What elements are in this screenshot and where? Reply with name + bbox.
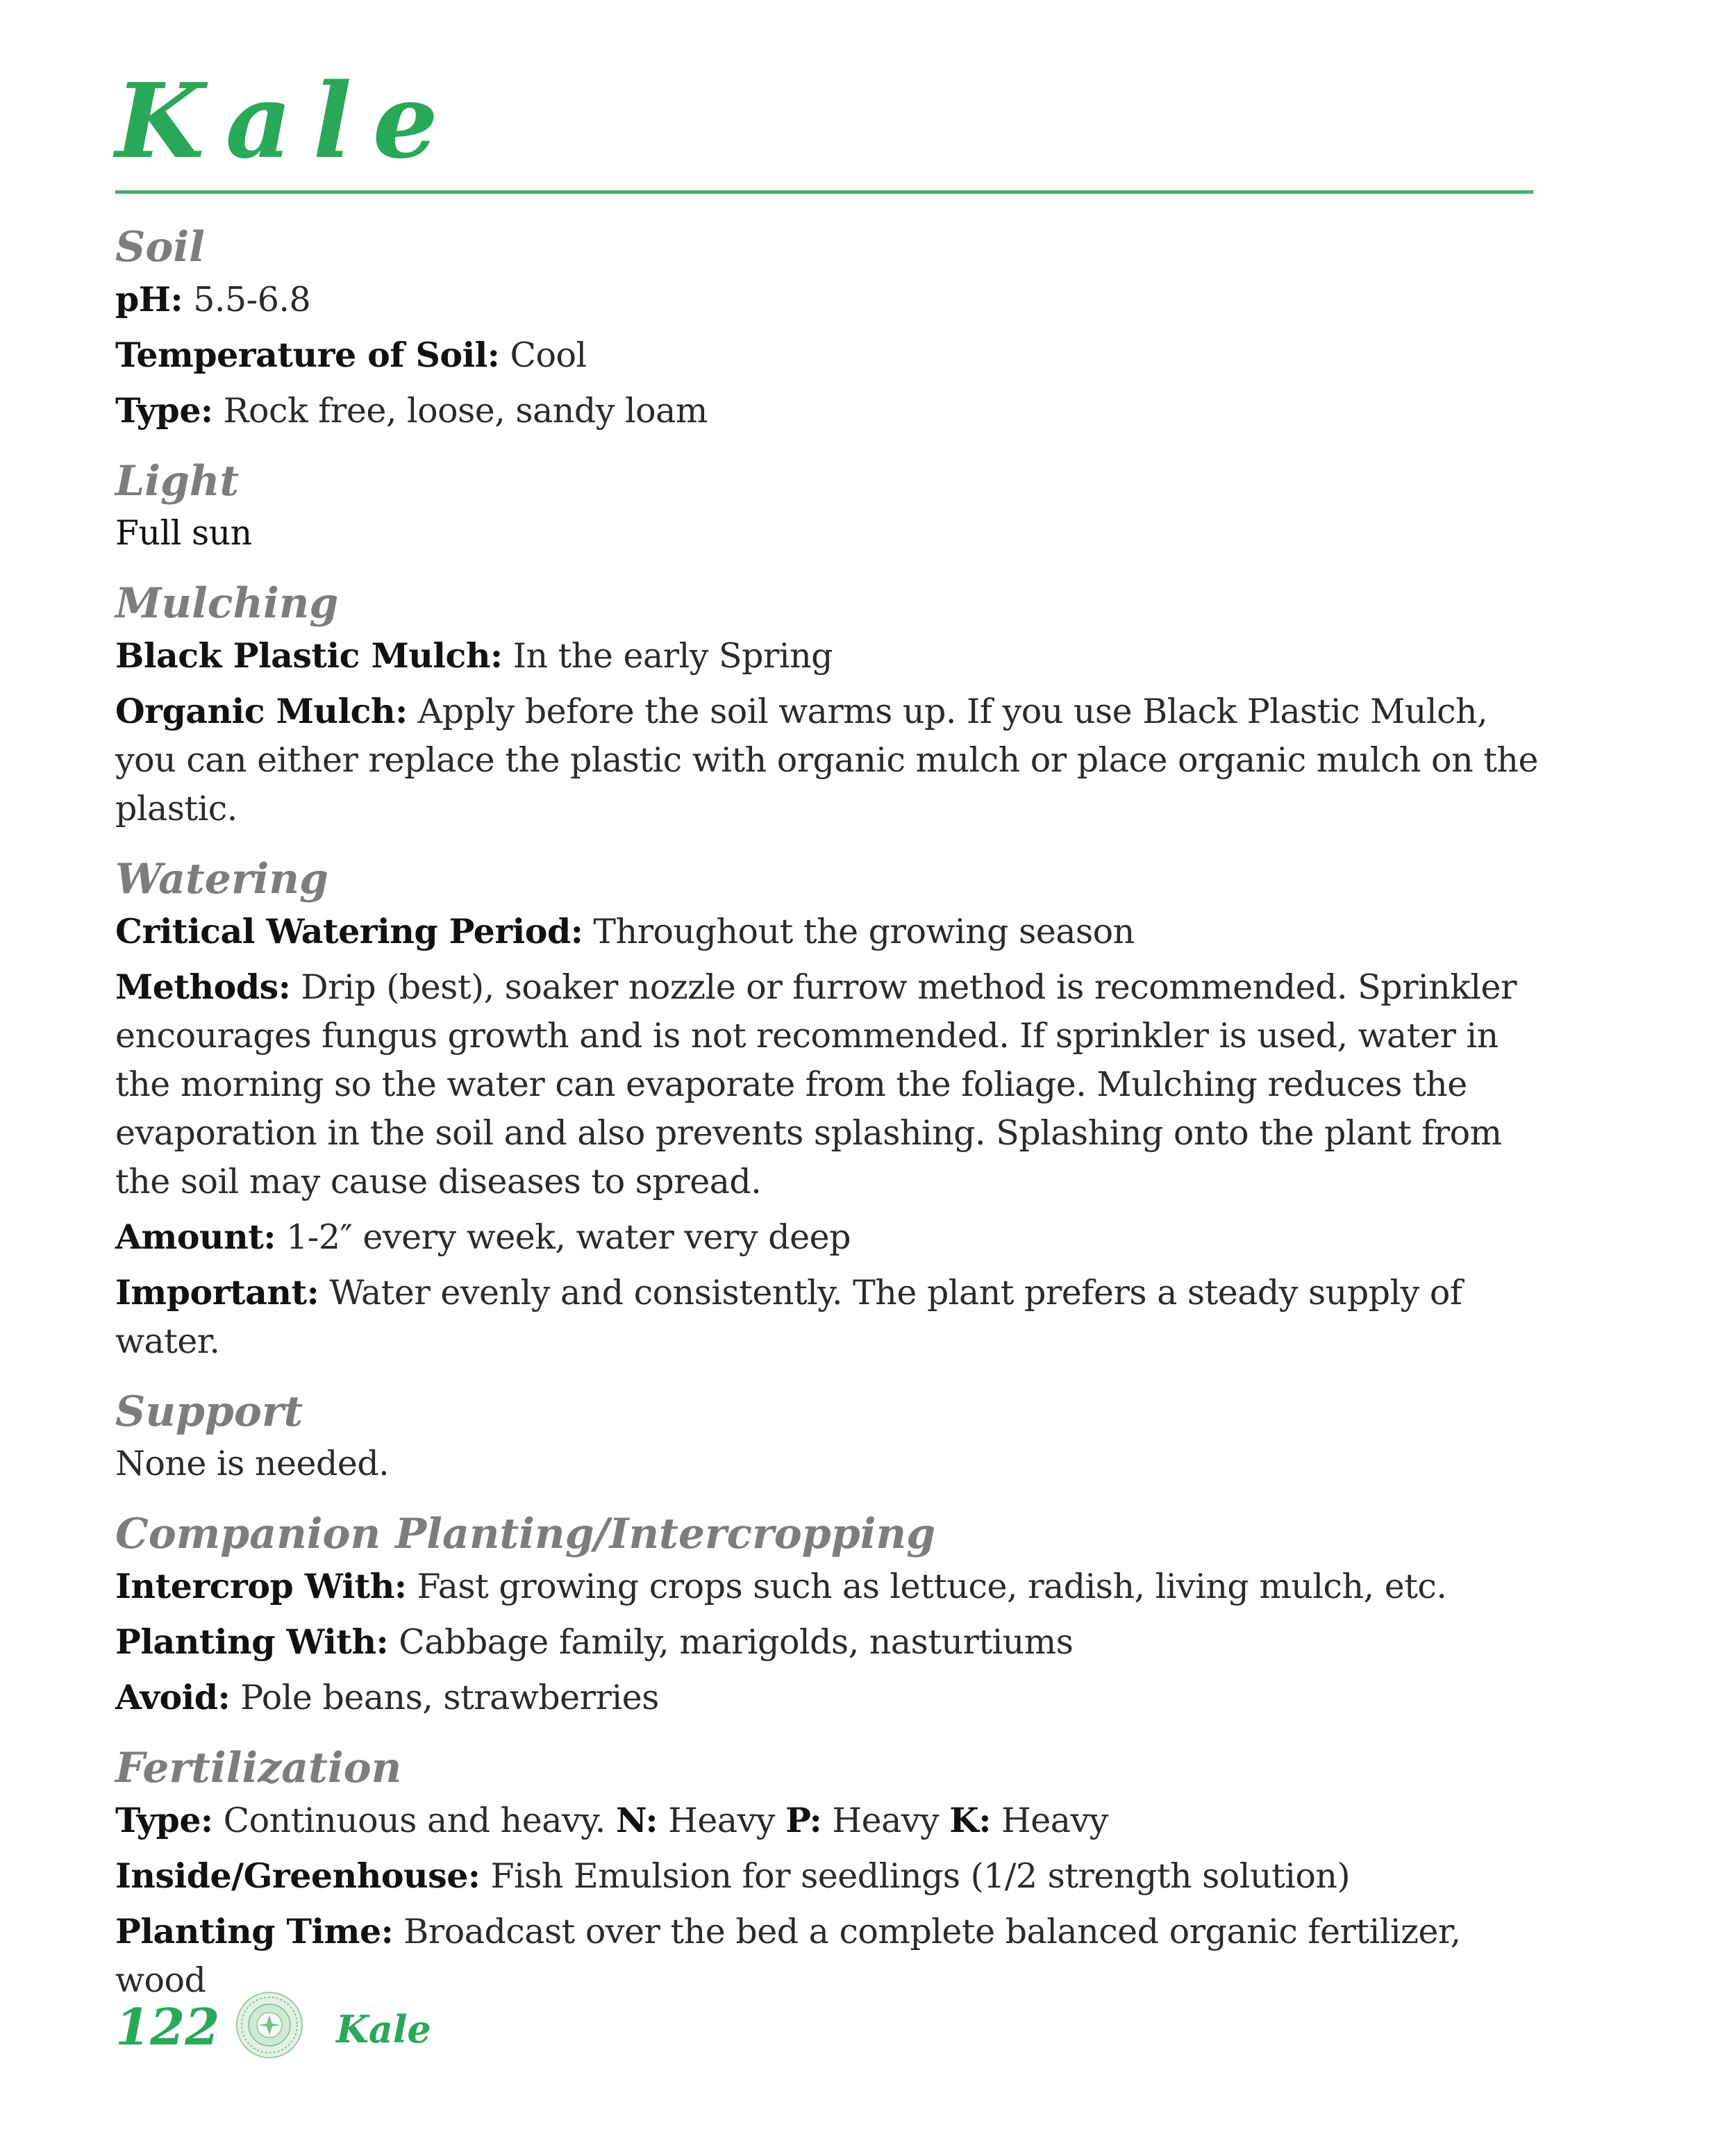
companion-avoid (115, 1673, 1539, 1722)
watering-critical-period (115, 907, 1539, 956)
content (115, 219, 1539, 2011)
footer-name: Kale (336, 2007, 431, 2051)
soil-temperature (115, 331, 1539, 380)
section-heading-watering: Watering (115, 855, 328, 903)
label: Important: (115, 1272, 319, 1313)
value: Pole beans, strawberries (230, 1678, 659, 1717)
value: Rock free, loose, sandy loam (212, 391, 708, 431)
label: Methods: (115, 967, 291, 1007)
fertilization-inside (115, 1851, 1539, 1901)
label: Type: (115, 1800, 213, 1840)
value: 5.5-6.8 (183, 280, 311, 319)
label: Avoid: (115, 1677, 231, 1717)
watering-methods (115, 963, 1539, 1206)
value: Full sun (115, 513, 252, 553)
label: pH: (115, 279, 183, 319)
value: None is needed. (115, 1444, 390, 1483)
label: Organic Mulch: (115, 691, 408, 731)
section-heading-support: Support (115, 1388, 303, 1436)
value: 1-2″ every week, water very deep (276, 1217, 851, 1257)
section-heading-fertilization: Fertilization (115, 1744, 402, 1792)
value: Cool (499, 335, 587, 375)
k-label: K: (949, 1800, 991, 1840)
watering-amount (115, 1213, 1539, 1262)
page-footer (115, 1990, 671, 2067)
companion-intercrop (115, 1562, 1539, 1611)
watering-important (115, 1268, 1539, 1366)
light-text (115, 509, 1539, 558)
soil-ph (115, 275, 1539, 324)
value: Drip (best), soaker nozzle or furrow method is recommended. Sprinkler encourages fungus growth and is not recommended. If sprinkler is used, water in the morning so the water can evaporate from the foliage. Mulching reduces the evaporation in the soil and also prevents splashing. Splashing onto the plant from the soil may cause diseases to spread. (115, 967, 1517, 1201)
label: Type: (115, 390, 213, 431)
label: Planting With: (115, 1622, 389, 1662)
value: Water evenly and consistently. The plant prefers a steady supply of water. (115, 1273, 1462, 1361)
label: Intercrop With: (115, 1566, 407, 1606)
section-heading-light: Light (115, 457, 240, 506)
label: Critical Watering Period: (115, 911, 583, 951)
n-value: Heavy (658, 1801, 786, 1840)
soil-type (115, 386, 1539, 435)
label: Amount: (115, 1217, 276, 1257)
value: Broadcast over the bed a complete balanced organic fertilizer, wood (115, 1912, 1461, 2000)
label: Planting Time: (115, 1911, 394, 1951)
value: In the early Spring (502, 636, 833, 676)
p-label: P: (785, 1800, 822, 1840)
section-heading-mulching: Mulching (115, 579, 339, 628)
label: Inside/Greenhouse: (115, 1856, 481, 1896)
title-rule (115, 190, 1533, 194)
k-value: Heavy (990, 1801, 1108, 1840)
page-number: 122 (115, 1997, 220, 2056)
green-seal-emblem-icon (235, 1990, 304, 2060)
value: Throughout the growing season (583, 912, 1135, 951)
companion-planting (115, 1617, 1539, 1667)
mulch-black-plastic (115, 631, 1539, 681)
section-heading-companion: Companion Planting/Intercropping (115, 1510, 936, 1558)
value: Apply before the soil warms up. If you use Black Plastic Mulch, you can either replace the plastic with organic mulch or place organic mulch on the plastic. (115, 692, 1538, 828)
value: Fast growing crops such as lettuce, radish, living mulch, etc. (406, 1567, 1447, 1606)
page-title: Kale (115, 60, 459, 181)
label: Black Plastic Mulch: (115, 635, 503, 676)
value: Continuous and heavy. (212, 1801, 616, 1840)
value: Fish Emulsion for seedlings (1/2 strength solution) (480, 1856, 1351, 1896)
support-text (115, 1440, 1539, 1488)
mulch-organic (115, 687, 1539, 833)
section-heading-soil: Soil (115, 223, 205, 272)
n-label: N: (615, 1800, 658, 1840)
value: Cabbage family, marigolds, nasturtiums (388, 1622, 1074, 1662)
fertilization-type (115, 1796, 1539, 1845)
label: Temperature of Soil: (115, 335, 500, 375)
p-value: Heavy (821, 1801, 950, 1840)
